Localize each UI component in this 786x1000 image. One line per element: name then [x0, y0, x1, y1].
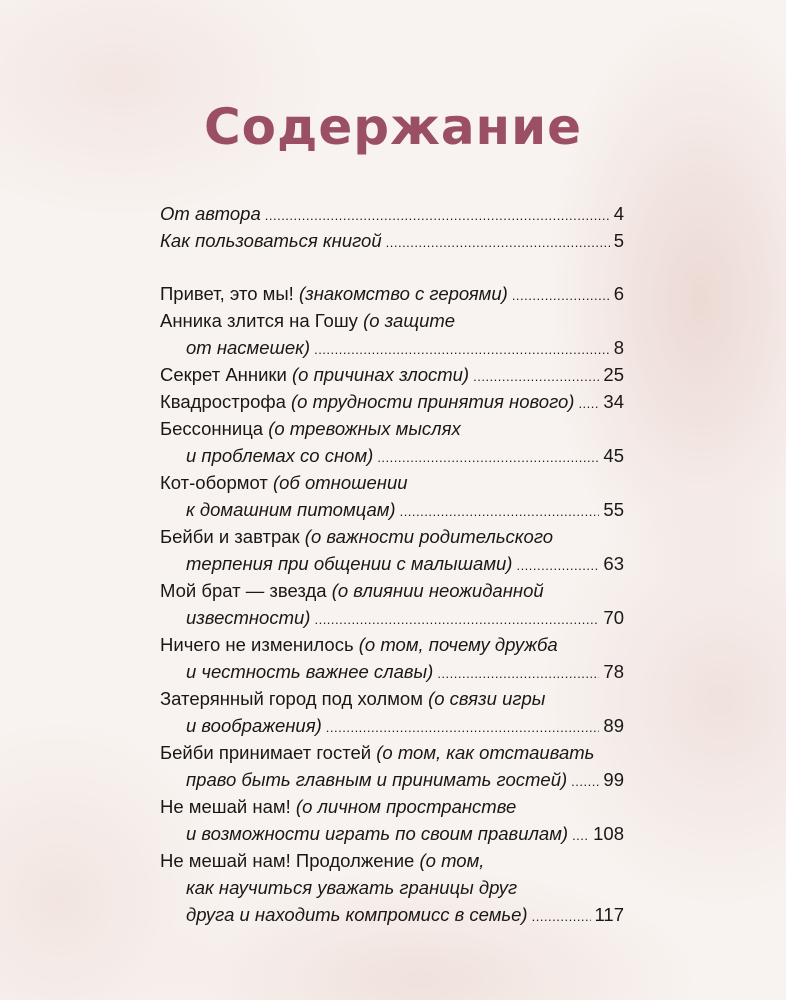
toc-entry-text	[186, 442, 373, 469]
chapter-subtitle: (о защите	[363, 310, 456, 331]
chapter-subtitle: друга и находить компромисс в семье)	[186, 904, 528, 925]
chapter-title: Бейби принимает гостей	[160, 742, 377, 763]
toc-entry[interactable]	[160, 469, 624, 523]
toc-entry[interactable]	[160, 793, 624, 847]
toc-line	[160, 280, 624, 307]
toc-entry[interactable]	[160, 577, 624, 631]
toc-line	[160, 631, 624, 658]
toc-line	[160, 469, 624, 496]
chapter-subtitle: терпения при общении с малышами)	[186, 553, 513, 574]
dot-leader	[437, 660, 599, 687]
toc-line	[160, 685, 624, 712]
dot-leader	[314, 336, 610, 363]
toc-entry-text	[160, 388, 574, 415]
page-number: 5	[613, 230, 624, 251]
page-number: 55	[603, 499, 624, 520]
dot-leader	[572, 822, 589, 849]
toc-entry[interactable]	[160, 361, 624, 388]
chapter-subtitle: к домашним питомцам)	[186, 499, 396, 520]
toc-line	[160, 820, 624, 847]
toc-line	[160, 550, 624, 577]
dot-leader	[377, 444, 599, 471]
section-gap	[160, 254, 624, 280]
toc-entry-text	[186, 874, 517, 901]
toc-entry-text	[160, 361, 469, 388]
toc-entry[interactable]	[160, 307, 624, 361]
page-number: 99	[603, 769, 624, 790]
toc-line	[160, 200, 624, 227]
toc-entry-text	[186, 766, 567, 793]
page-number: 89	[603, 715, 624, 736]
toc-line	[160, 523, 624, 550]
chapter-title: Кот-обормот	[160, 472, 273, 493]
chapter-subtitle: От автора	[160, 203, 261, 224]
toc-entry-text	[160, 631, 558, 658]
toc-line	[160, 739, 624, 766]
page-number: 45	[603, 445, 624, 466]
toc-line	[160, 415, 624, 442]
toc-entry[interactable]	[160, 388, 624, 415]
chapter-subtitle: (о том, почему дружба	[358, 634, 558, 655]
toc-line	[160, 334, 624, 361]
dot-leader	[578, 390, 599, 417]
page-number: 25	[603, 364, 624, 385]
toc-entry-text	[160, 577, 544, 604]
toc-entry[interactable]	[160, 227, 624, 254]
dot-leader	[516, 552, 599, 579]
chapter-title: Затерянный город под холмом	[160, 688, 429, 709]
toc-line	[160, 658, 624, 685]
toc-line	[160, 847, 624, 874]
dot-leader	[314, 606, 599, 633]
chapter-subtitle: (о связи игры	[428, 688, 546, 709]
chapter-subtitle: (о трудности принятия нового)	[291, 391, 575, 412]
page-number: 4	[613, 203, 624, 224]
toc-entry[interactable]	[160, 415, 624, 469]
chapter-title: Секрет Анники	[160, 364, 292, 385]
toc-line	[160, 496, 624, 523]
toc-line	[160, 874, 624, 901]
chapter-subtitle: (о важности родительского	[304, 526, 554, 547]
toc-entry-text	[160, 280, 508, 307]
toc-entry[interactable]	[160, 523, 624, 577]
toc-entry-text	[186, 496, 396, 523]
toc-line	[160, 577, 624, 604]
toc-entry-text	[160, 227, 382, 254]
page-number: 34	[603, 391, 624, 412]
dot-leader	[473, 363, 599, 390]
chapter-subtitle: известности)	[186, 607, 311, 628]
toc-entry[interactable]	[160, 631, 624, 685]
dot-leader	[571, 768, 599, 795]
page-number: 108	[593, 823, 624, 844]
toc-entry-text	[186, 334, 310, 361]
chapter-title: Анника злится на Гошу	[160, 310, 364, 331]
page-number: 78	[603, 661, 624, 682]
chapter-subtitle: право быть главным и принимать гостей)	[186, 769, 568, 790]
toc-line	[160, 227, 624, 254]
toc-line	[160, 766, 624, 793]
chapter-subtitle: (о тревожных мыслях	[268, 418, 461, 439]
chapter-subtitle: (о влиянии неожиданной	[331, 580, 544, 601]
chapter-title: Мой брат — звезда	[160, 580, 332, 601]
toc-line	[160, 901, 624, 928]
chapter-title: Бессонница	[160, 418, 269, 439]
page-number: 63	[603, 553, 624, 574]
chapter-subtitle: и воображения)	[186, 715, 322, 736]
toc-line	[160, 793, 624, 820]
chapter-subtitle: (о личном пространстве	[295, 796, 517, 817]
toc-entry-text	[160, 307, 455, 334]
dot-leader	[512, 282, 610, 309]
toc-line	[160, 604, 624, 631]
toc-line	[160, 442, 624, 469]
table-of-contents	[160, 200, 624, 928]
chapter-subtitle: и возможности играть по своим правилам)	[186, 823, 569, 844]
chapter-subtitle: и проблемах со сном)	[186, 445, 374, 466]
chapter-title: Ничего не изменилось	[160, 634, 359, 655]
toc-entry-text	[186, 550, 512, 577]
chapter-title: Привет, это мы!	[160, 283, 299, 304]
chapter-subtitle: и честность важнее славы)	[186, 661, 434, 682]
toc-entry-text	[160, 469, 408, 496]
chapter-subtitle: Как пользоваться книгой	[160, 230, 382, 251]
toc-entry-text	[186, 712, 322, 739]
chapter-subtitle: (о том,	[419, 850, 485, 871]
dot-leader	[386, 229, 610, 256]
toc-entry-text	[186, 901, 528, 928]
toc-entry[interactable]	[160, 847, 624, 928]
toc-line	[160, 361, 624, 388]
toc-entry-text	[186, 658, 433, 685]
toc-entry-text	[160, 739, 594, 766]
toc-entry[interactable]	[160, 685, 624, 739]
toc-line	[160, 712, 624, 739]
chapter-subtitle: от насмешек)	[186, 337, 311, 358]
dot-leader	[326, 714, 600, 741]
toc-entry-text	[160, 200, 261, 227]
toc-entry-text	[160, 793, 516, 820]
page-number: 6	[613, 283, 624, 304]
chapter-subtitle: (о том, как отстаивать	[376, 742, 595, 763]
toc-entry-text	[160, 685, 545, 712]
chapter-title: Бейби и завтрак	[160, 526, 305, 547]
toc-entry-text	[160, 523, 553, 550]
toc-line	[160, 388, 624, 415]
chapter-subtitle: (о причинах злости)	[292, 364, 470, 385]
page-title: Содержание	[203, 98, 583, 156]
chapter-subtitle: как научиться уважать границы друг	[186, 877, 518, 898]
chapter-title: Квадрострофа	[160, 391, 292, 412]
toc-entry[interactable]	[160, 739, 624, 793]
chapter-subtitle: (об отношении	[272, 472, 408, 493]
chapter-title: Не мешай нам! Продолжение	[160, 850, 420, 871]
dot-leader	[400, 498, 600, 525]
toc-entry[interactable]	[160, 200, 624, 227]
toc-entry-text	[160, 847, 484, 874]
page-number: 70	[603, 607, 624, 628]
page-number: 8	[613, 337, 624, 358]
chapter-title: Не мешай нам!	[160, 796, 296, 817]
page-number: 117	[594, 904, 624, 925]
dot-leader	[532, 903, 591, 930]
toc-entry-text	[186, 820, 568, 847]
dot-leader	[265, 202, 610, 229]
toc-entry-text	[186, 604, 310, 631]
chapter-subtitle: (знакомство с героями)	[298, 283, 508, 304]
toc-entry[interactable]	[160, 280, 624, 307]
toc-line	[160, 307, 624, 334]
toc-entry-text	[160, 415, 461, 442]
